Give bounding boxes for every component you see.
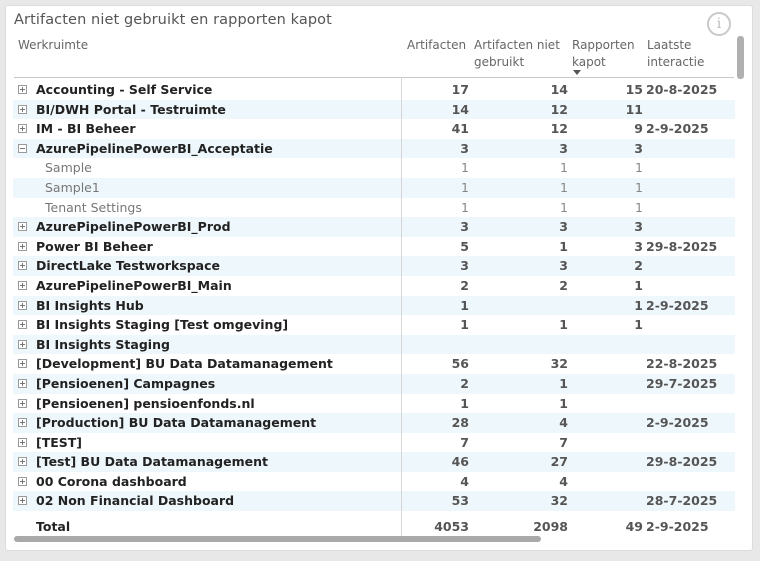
column-header-last-line1: Laatste xyxy=(647,38,692,52)
header-divider xyxy=(14,77,734,78)
row-unused: 1 xyxy=(559,238,568,254)
expand-icon[interactable] xyxy=(18,222,27,231)
visual-title: Artifacten niet gebruikt en rapporten kapot xyxy=(14,12,332,28)
total-artifacts: 4053 xyxy=(434,519,469,534)
table-row[interactable] xyxy=(13,315,735,335)
row-unused: 3 xyxy=(559,140,568,156)
table-row-child[interactable] xyxy=(13,158,735,178)
row-last-interaction: 29-7-2025 xyxy=(646,375,718,391)
table-row[interactable] xyxy=(13,100,735,120)
row-broken: 1 xyxy=(634,297,643,313)
row-artifacts: 2 xyxy=(460,375,469,391)
table-row[interactable] xyxy=(13,374,735,394)
row-unused: 32 xyxy=(550,493,568,509)
row-artifacts: 28 xyxy=(451,415,469,431)
row-name: [Pensioenen] Campagnes xyxy=(36,375,216,391)
row-broken: 2 xyxy=(634,258,643,274)
row-name: IM - BI Beheer xyxy=(36,121,136,137)
row-artifacts: 1 xyxy=(460,395,469,411)
row-broken: 1 xyxy=(635,179,643,195)
row-broken: 15 xyxy=(625,82,643,97)
vertical-scrollbar[interactable] xyxy=(737,36,744,79)
row-broken: 3 xyxy=(634,238,643,254)
row-unused: 4 xyxy=(559,473,568,489)
total-row xyxy=(13,517,735,536)
expand-icon[interactable] xyxy=(18,457,27,466)
row-artifacts: 1 xyxy=(461,160,469,176)
table-row[interactable] xyxy=(13,139,735,159)
row-broken: 9 xyxy=(634,121,643,137)
expand-icon[interactable] xyxy=(18,496,27,505)
column-header-broken-line2: kapot xyxy=(572,55,606,69)
row-name: Accounting - Self Service xyxy=(36,82,213,97)
table-row[interactable] xyxy=(13,256,735,276)
column-header-unused-line1: Artifacten niet xyxy=(474,38,560,52)
row-artifacts: 3 xyxy=(460,258,469,274)
row-artifacts: 3 xyxy=(460,140,469,156)
row-name: Tenant Settings xyxy=(45,199,142,215)
row-artifacts: 4 xyxy=(460,473,469,489)
table-row[interactable] xyxy=(13,296,735,316)
expand-icon[interactable] xyxy=(18,399,27,408)
expand-icon[interactable] xyxy=(18,340,27,349)
row-artifacts: 41 xyxy=(451,121,469,137)
row-name: [Pensioenen] pensioenfonds.nl xyxy=(36,395,255,411)
row-artifacts: 1 xyxy=(460,297,469,313)
expand-icon[interactable] xyxy=(18,320,27,329)
table-row[interactable] xyxy=(13,413,735,433)
table-row[interactable] xyxy=(13,80,735,100)
row-name: 00 Corona dashboard xyxy=(36,473,187,489)
row-broken: 3 xyxy=(634,140,643,156)
row-name: [Production] BU Data Datamanagement xyxy=(36,415,317,431)
row-name: [Development] BU Data Datamanagement xyxy=(36,356,333,372)
row-unused: 1 xyxy=(559,317,568,333)
table-row[interactable] xyxy=(13,394,735,414)
table-row-child[interactable] xyxy=(13,178,735,198)
row-artifacts: 7 xyxy=(460,434,469,450)
row-name: AzurePipelinePowerBI_Acceptatie xyxy=(36,140,273,156)
column-header-last-line2: interactie xyxy=(647,55,705,69)
row-artifacts: 53 xyxy=(451,493,469,509)
row-last-interaction: 22-8-2025 xyxy=(646,356,718,372)
row-unused: 14 xyxy=(550,82,568,97)
row-unused: 4 xyxy=(559,415,568,431)
row-unused: 3 xyxy=(559,219,568,235)
total-last-interaction: 2-9-2025 xyxy=(646,519,709,534)
info-icon[interactable]: i xyxy=(707,12,731,36)
total-label: Total xyxy=(36,519,71,534)
row-broken: 1 xyxy=(634,277,643,293)
row-broken: 3 xyxy=(634,219,643,235)
row-name: [Test] BU Data Datamanagement xyxy=(36,454,268,470)
row-artifacts: 1 xyxy=(461,179,469,195)
row-name: [TEST] xyxy=(36,434,83,450)
table-row[interactable] xyxy=(13,276,735,296)
row-unused: 12 xyxy=(550,121,568,137)
row-unused: 12 xyxy=(550,101,568,117)
row-last-interaction: 29-8-2025 xyxy=(646,454,718,470)
table-row[interactable] xyxy=(13,217,735,237)
row-last-interaction: 2-9-2025 xyxy=(646,121,709,137)
table-row-child[interactable] xyxy=(13,198,735,218)
row-artifacts: 1 xyxy=(461,199,469,215)
expand-icon[interactable] xyxy=(18,359,27,368)
row-last-interaction: 2-9-2025 xyxy=(646,415,709,431)
total-broken: 49 xyxy=(625,519,643,534)
row-broken: 1 xyxy=(635,199,643,215)
row-artifacts: 1 xyxy=(460,317,469,333)
row-name: Sample1 xyxy=(45,179,100,195)
row-artifacts: 17 xyxy=(451,82,469,97)
table-row[interactable] xyxy=(13,119,735,139)
column-header-unused-line2: gebruikt xyxy=(474,55,525,69)
row-artifacts: 3 xyxy=(460,219,469,235)
row-unused: 1 xyxy=(559,395,568,411)
total-unused: 2098 xyxy=(533,519,568,534)
row-name: BI Insights Staging [Test omgeving] xyxy=(36,317,289,333)
row-name: DirectLake Testworkspace xyxy=(36,258,220,274)
row-artifacts: 56 xyxy=(451,356,469,372)
table-row[interactable] xyxy=(13,491,735,511)
row-unused: 7 xyxy=(559,434,568,450)
table-row[interactable] xyxy=(13,452,735,472)
table-body xyxy=(13,80,735,516)
column-header-broken-line1: Rapporten xyxy=(572,38,635,52)
row-artifacts: 46 xyxy=(451,454,469,470)
row-broken: 1 xyxy=(634,317,643,333)
row-unused: 1 xyxy=(560,160,568,176)
row-unused: 1 xyxy=(560,179,568,195)
row-unused: 3 xyxy=(559,258,568,274)
table-row[interactable] xyxy=(13,237,735,257)
column-separator xyxy=(401,77,402,537)
row-artifacts: 2 xyxy=(460,277,469,293)
column-header-artifacts[interactable]: Artifacten xyxy=(407,38,467,52)
table-visual xyxy=(5,5,753,551)
column-header-workspace[interactable]: Werkruimte xyxy=(18,38,89,52)
sort-descending-icon xyxy=(573,70,581,75)
horizontal-scrollbar[interactable] xyxy=(14,536,541,542)
row-name: 02 Non Financial Dashboard xyxy=(36,493,235,509)
expand-icon[interactable] xyxy=(18,301,27,310)
expand-icon[interactable] xyxy=(18,242,27,251)
expand-icon[interactable] xyxy=(18,105,27,114)
row-artifacts: 14 xyxy=(451,101,469,117)
expand-icon[interactable] xyxy=(18,124,27,133)
row-broken: 1 xyxy=(635,160,643,176)
table-row[interactable] xyxy=(13,433,735,453)
expand-icon[interactable] xyxy=(18,418,27,427)
row-artifacts: 5 xyxy=(460,238,469,254)
expand-icon[interactable] xyxy=(18,281,27,290)
expand-icon[interactable] xyxy=(18,261,27,270)
expand-icon[interactable] xyxy=(18,477,27,486)
table-row[interactable] xyxy=(13,472,735,492)
row-unused: 2 xyxy=(559,277,568,293)
row-name: Sample xyxy=(45,160,92,176)
row-unused: 27 xyxy=(550,454,568,470)
collapse-icon[interactable] xyxy=(18,144,27,153)
table-row[interactable] xyxy=(13,335,735,355)
row-unused: 1 xyxy=(560,199,568,215)
row-name: BI Insights Hub xyxy=(36,297,144,313)
row-broken: 11 xyxy=(625,101,643,117)
expand-icon[interactable] xyxy=(18,85,27,94)
row-name: BI/DWH Portal - Testruimte xyxy=(36,101,226,117)
table-row[interactable] xyxy=(13,354,735,374)
row-name: BI Insights Staging xyxy=(36,336,170,352)
row-unused: 32 xyxy=(550,356,568,372)
row-name: Power BI Beheer xyxy=(36,238,153,254)
row-name: AzurePipelinePowerBI_Prod xyxy=(36,219,231,235)
expand-icon[interactable] xyxy=(18,438,27,447)
row-last-interaction: 20-8-2025 xyxy=(646,82,718,97)
row-unused: 1 xyxy=(559,375,568,391)
expand-icon[interactable] xyxy=(18,379,27,388)
row-last-interaction: 2-9-2025 xyxy=(646,297,709,313)
row-last-interaction: 28-7-2025 xyxy=(646,493,718,509)
row-name: AzurePipelinePowerBI_Main xyxy=(36,277,232,293)
row-last-interaction: 29-8-2025 xyxy=(646,238,718,254)
